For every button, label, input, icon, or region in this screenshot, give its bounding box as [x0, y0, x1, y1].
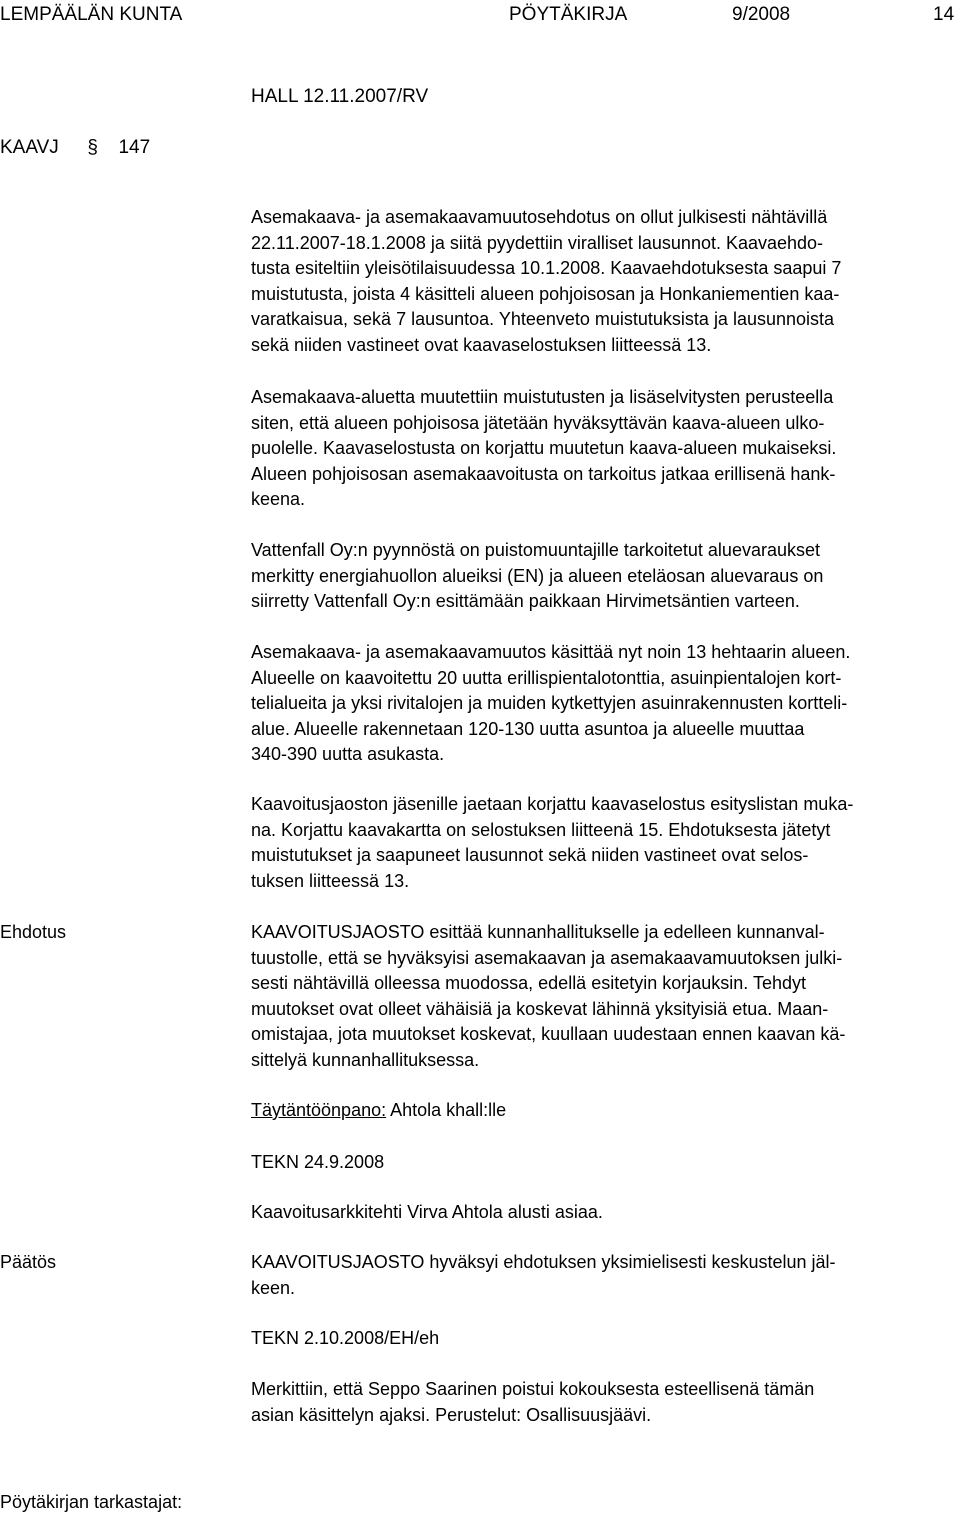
text-line: muistutusta, joista 4 käsitteli alueen pohjoisosan ja Honkaniementien kaa- [251, 283, 840, 304]
tekn-reference: TEKN 2.10.2008/EH/eh [251, 1328, 440, 1348]
text-line: omistajaa, jota muutokset koskevat, kuullaan uudestaan ennen kaavan kä- [251, 1024, 846, 1044]
text-line: telialueita ja yksi rivitalojen ja muiden kytkettyjen asuinrakennusten kortteli- [251, 693, 848, 713]
paragraph-5 [251, 792, 960, 894]
proposal-tekn-ref [251, 1150, 960, 1176]
execution-line [251, 1098, 960, 1124]
decision-text [251, 1250, 960, 1301]
text-line: alue. Alueelle rakennetaan 120-130 uutta asuntoa ja alueelle muuttaa [251, 718, 805, 739]
text-line: sekä niiden vastineet ovat kaavaselostuksen liitteessä 13. [251, 334, 712, 355]
issue-number: 9/2008 [732, 4, 791, 25]
text-line: Asemakaava- ja asemakaavamuutosehdotus on ollut julkisesti nähtävillä [251, 207, 828, 227]
reviewers-label: Pöytäkirjan tarkastajat: [0, 1492, 183, 1512]
paragraph-4 [251, 640, 960, 768]
proposal-label: Ehdotus [0, 922, 67, 942]
paragraph-2 [251, 385, 960, 513]
tekn-reference: TEKN 24.9.2008 [251, 1152, 385, 1172]
text-line: siirretty Vattenfall Oy:n esittämään paikkaan Hirvimetsäntien varteen. [251, 591, 800, 611]
text-line: tuksen liitteessä 13. [251, 870, 410, 891]
presenter-text: Kaavoitusarkkitehti Virva Ahtola alusti asiaa. [251, 1202, 603, 1222]
decision-tekn-ref [251, 1326, 960, 1352]
decision-label: Päätös [0, 1252, 57, 1272]
reference-code: HALL 12.11.2007/RV [251, 86, 429, 107]
text-line: keena. [251, 489, 306, 509]
presenter-note [251, 1200, 960, 1226]
text-line: Vattenfall Oy:n pyynnöstä on puistomuuntajille tarkoitetut aluevaraukset [251, 540, 820, 560]
text-line: Alueelle on kaavoitettu 20 uutta erillispientalotonttia, asuinpientalojen kort- [251, 667, 842, 688]
proposal-text [251, 920, 960, 1073]
section-label: KAAVJ [0, 137, 59, 158]
text-line: Alueen pohjoisosan asemakaavoitusta on tarkoitus jatkaa erillisenä hank- [251, 463, 836, 484]
text-line: tusta esiteltiin yleisötilaisuudessa 10.1.2008. Kaavaehdotuksesta saapui 7 [251, 258, 842, 278]
section-symbol: § [87, 137, 98, 158]
text-line: KAAVOITUSJAOSTO esittää kunnanhallitukselle ja edelleen kunnanval- [251, 922, 825, 942]
text-line: asian käsittelyn ajaksi. Perustelut: Osallisuusjäävi. [251, 1404, 652, 1425]
section-heading [0, 135, 150, 161]
text-line: muutokset ovat olleet vähäisiä ja koskevat lähinnä yksityisiä etua. Maan- [251, 998, 829, 1019]
section-number: 147 [118, 137, 151, 158]
text-line: sittelyä kunnanhallituksessa. [251, 1049, 480, 1070]
text-line: Asemakaava-aluetta muutettiin muistutusten ja lisäselvitysten perusteella [251, 387, 834, 407]
text-line: muistutukset ja saapuneet lausunnot sekä niiden vastineet ovat selos- [251, 845, 809, 865]
text-line: KAAVOITUSJAOSTO hyväksyi ehdotuksen yksimielisesti keskustelun jäl- [251, 1252, 836, 1272]
text-line: Merkittiin, että Seppo Saarinen poistui kokouksesta esteellisenä tämän [251, 1379, 815, 1399]
text-line: 340-390 uutta asukasta. [251, 744, 445, 764]
paragraph-1 [251, 205, 960, 358]
text-line: siten, että alueen pohjoisosa jätetään hyväksyttävän kaava-alueen ulko- [251, 412, 825, 433]
text-line: Asemakaava- ja asemakaavamuutos käsittää nyt noin 13 hehtaarin alueen. [251, 642, 851, 662]
municipality-name: LEMPÄÄLÄN KUNTA [0, 4, 183, 25]
decision-note [251, 1377, 960, 1428]
document-type: PÖYTÄKIRJA [509, 4, 628, 25]
page-number: 14 [933, 4, 955, 25]
paragraph-3 [251, 538, 960, 615]
execution-value: Ahtola khall:lle [386, 1100, 507, 1120]
text-line: puolelle. Kaavaselostusta on korjattu muutetun kaava-alueen mukaiseksi. [251, 438, 837, 458]
text-line: tuustolle, että se hyväksyisi asemakaavan ja asemakaavamuutoksen julki- [251, 947, 843, 968]
text-line: keen. [251, 1277, 296, 1298]
text-line: merkitty energiahuollon alueiksi (EN) ja alueen eteläosan aluevaraus on [251, 565, 824, 586]
text-line: Kaavoitusjaoston jäsenille jaetaan korjattu kaavaselostus esityslistan muka- [251, 794, 854, 814]
text-line: na. Korjattu kaavakartta on selostuksen liitteenä 15. Ehdotuksesta jätetyt [251, 819, 831, 840]
text-line: varatkaisua, sekä 7 lausuntoa. Yhteenveto muistutuksista ja lausunnoista [251, 309, 835, 329]
text-line: sesti nähtävillä olleessa muodossa, edellä esitetyin korjauksin. Tehdyt [251, 973, 806, 993]
execution-label: Täytäntöönpano: [251, 1100, 387, 1120]
text-line: 22.11.2007-18.1.2008 ja siitä pyydettiin viralliset lausunnot. Kaavaehdo- [251, 232, 824, 253]
